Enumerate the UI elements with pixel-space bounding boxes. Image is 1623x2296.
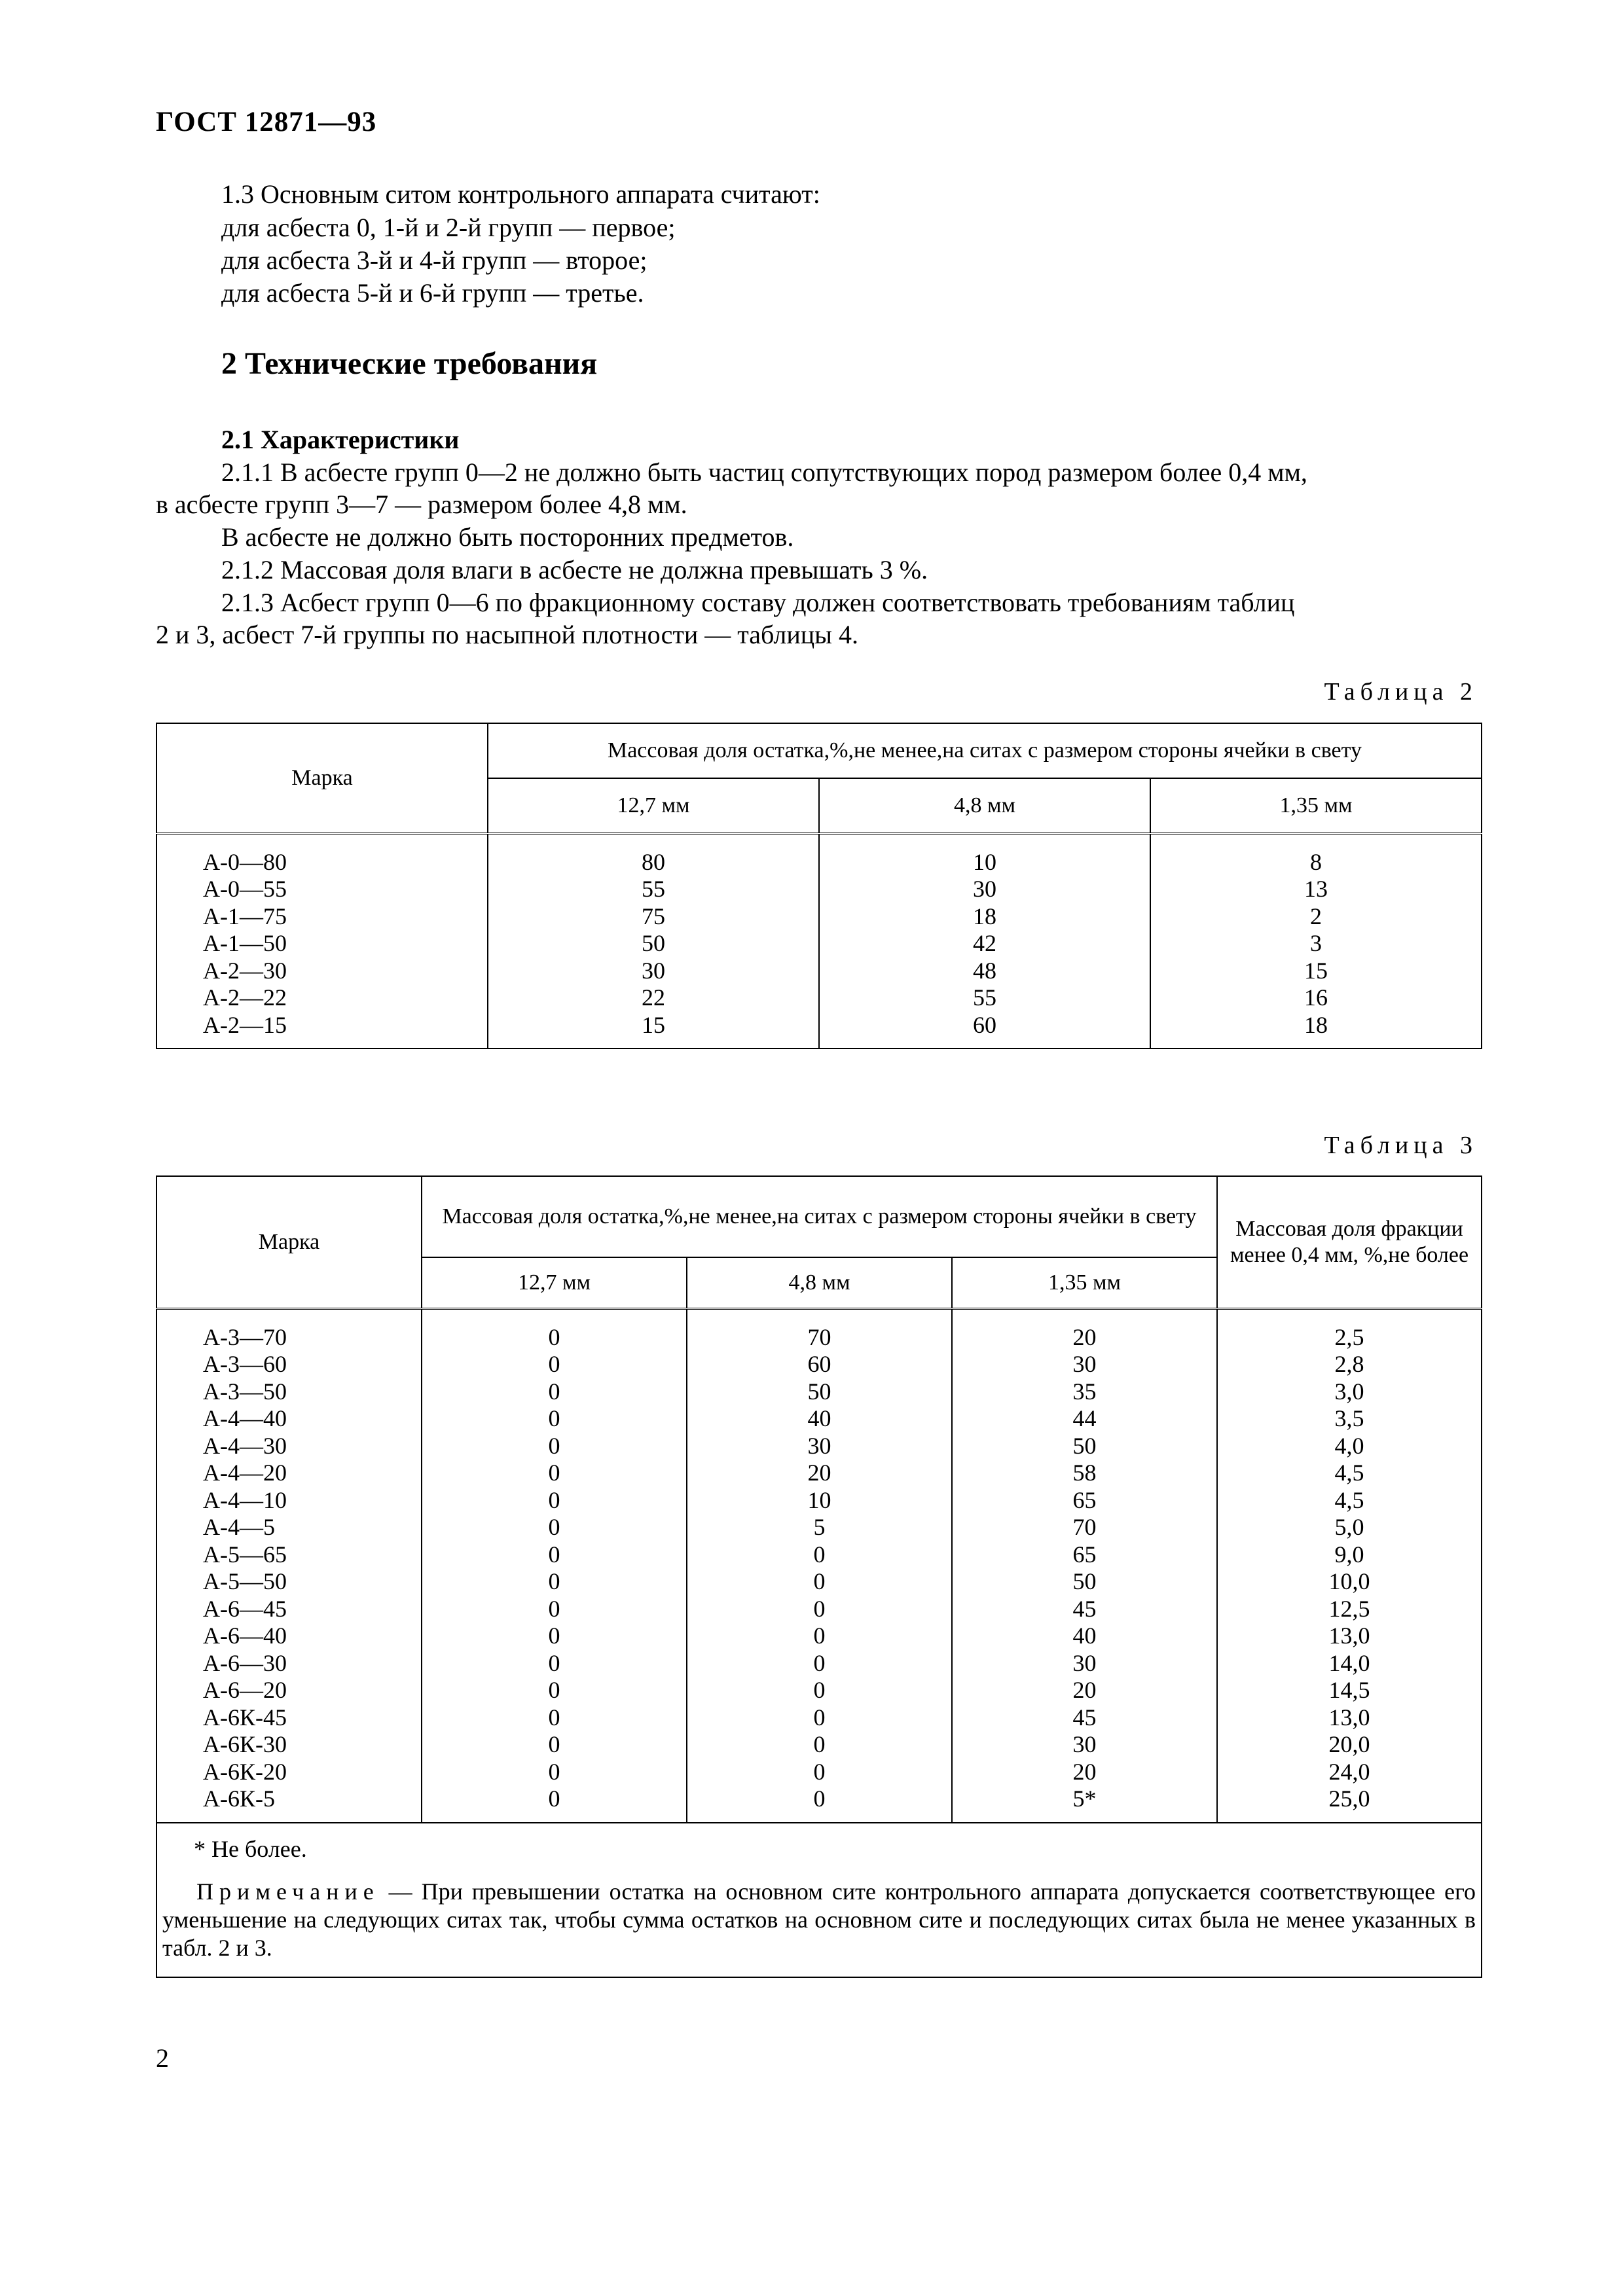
table-3-value: 40	[807, 1405, 831, 1431]
table-3-value: 65	[1072, 1486, 1097, 1513]
page-number: 2	[156, 2043, 169, 2073]
table-3-mark: А-6—20	[203, 1677, 287, 1703]
table-2-col-1-35	[1150, 833, 1482, 1049]
table-2-col-12-7	[488, 833, 819, 1049]
table-3-value: 40	[1072, 1623, 1097, 1649]
table-3-value: 0	[548, 1541, 560, 1568]
table-3-value: 0	[548, 1704, 560, 1731]
table-3-value: 2,8	[1334, 1351, 1364, 1377]
table-3-value: 45	[1072, 1704, 1097, 1731]
table-2-header-mark: Марка	[156, 723, 488, 833]
table-3-value: 0	[813, 1541, 826, 1568]
table-3-value: 0	[548, 1432, 560, 1459]
table-3-mark: А-6К-20	[203, 1758, 287, 1785]
table-3-value: 45	[1072, 1595, 1097, 1622]
table-3-header-size-2: 4,8 мм	[687, 1257, 952, 1308]
table-3-value: 3,5	[1334, 1405, 1364, 1431]
table-3-value: 20	[1072, 1323, 1097, 1350]
table-3-value: 35	[1072, 1378, 1097, 1405]
table-3-value: 25,0	[1328, 1785, 1370, 1812]
table-3-header-fraction: Массовая доля фракции менее 0,4 мм, %,не более	[1217, 1176, 1482, 1308]
table-2-value: 8	[1310, 848, 1322, 875]
table-3-notes	[156, 1823, 1482, 1977]
table-3-value: 0	[548, 1514, 560, 1540]
table-3-value: 0	[548, 1731, 560, 1757]
table-3-footnote: * Не более.	[194, 1835, 307, 1862]
table-3-value: 0	[813, 1785, 826, 1812]
table-3-value: 0	[548, 1378, 560, 1405]
table-2-value: 2	[1310, 903, 1322, 929]
table-3-mark: А-5—65	[203, 1541, 287, 1568]
table-3-col-12-7	[422, 1308, 687, 1823]
note-text: — При превышении остатка на основном сите контрольного аппарата допускается соответствующее его уменьшение на следующих ситах так, чтобы сумма остатков на основном сите и последующих ситах была не менее указанных в табл. 2 и 3.	[162, 1878, 1476, 1961]
table-3-col-1-35	[952, 1308, 1217, 1823]
table-2-mark-column	[156, 833, 488, 1049]
table-2-mark: А-0—55	[203, 876, 287, 902]
table-2-value: 50	[642, 930, 665, 956]
table-3-value: 4,0	[1334, 1432, 1364, 1459]
table-2-value: 15	[1304, 957, 1328, 984]
table-3-mark: А-4—30	[203, 1432, 287, 1459]
table-3-value: 24,0	[1328, 1758, 1370, 1785]
document-header: ГОСТ 12871—93	[156, 107, 377, 137]
table-3-mark: А-4—5	[203, 1514, 275, 1540]
table-3-mark: А-3—60	[203, 1351, 287, 1377]
table-2-mark: А-1—50	[203, 930, 287, 956]
table-3-value: 0	[548, 1568, 560, 1594]
table-3-value: 0	[813, 1758, 826, 1785]
table-3-value: 20	[1072, 1677, 1097, 1703]
table-3	[156, 1175, 1482, 1978]
table-3-mark-column	[156, 1308, 422, 1823]
table-3-value: 0	[813, 1568, 826, 1594]
table-3-value: 13,0	[1328, 1704, 1370, 1731]
table-3-value: 30	[1072, 1649, 1097, 1676]
table-3-mark: А-6К-30	[203, 1731, 287, 1757]
table-2-value: 48	[973, 957, 996, 984]
table-3-value: 0	[548, 1677, 560, 1703]
table-3-value: 0	[813, 1677, 826, 1703]
table-2-value: 55	[973, 984, 996, 1011]
table-3-value: 60	[807, 1351, 831, 1377]
table-3-value: 0	[813, 1731, 826, 1757]
table-2-value: 55	[642, 876, 665, 902]
table-3-mark: А-6К-45	[203, 1704, 287, 1731]
table-3-value: 14,5	[1328, 1677, 1370, 1703]
table-3-value: 14,0	[1328, 1649, 1370, 1676]
table-3-value: 58	[1072, 1460, 1097, 1486]
table-2-header-size-1: 12,7 мм	[488, 778, 819, 833]
table-3-label: Таблица 3	[1324, 1132, 1478, 1159]
table-3-value: 4,5	[1334, 1486, 1364, 1513]
table-3-value: 10	[807, 1486, 831, 1513]
table-2-mark: А-1—75	[203, 903, 287, 929]
intro-line-1: 1.3 Основным ситом контрольного аппарата считают:	[221, 179, 820, 209]
table-2-value: 80	[642, 848, 665, 875]
table-2-mark: А-0—80	[203, 848, 287, 875]
table-2-header-size-2: 4,8 мм	[819, 778, 1150, 833]
table-3-value: 0	[548, 1460, 560, 1486]
table-2-value: 13	[1304, 876, 1328, 902]
table-3-mark: А-6К-5	[203, 1785, 275, 1812]
table-3-value: 5,0	[1334, 1514, 1364, 1540]
table-3-value: 30	[807, 1432, 831, 1459]
table-3-value: 20,0	[1328, 1731, 1370, 1757]
table-3-col-fraction	[1217, 1308, 1482, 1823]
table-2-value: 22	[642, 984, 665, 1011]
table-3-value: 70	[807, 1323, 831, 1350]
table-3-value: 44	[1072, 1405, 1097, 1431]
table-3-value: 70	[1072, 1514, 1097, 1540]
table-3-note	[162, 1878, 1476, 1962]
table-3-value: 13,0	[1328, 1623, 1370, 1649]
table-2-value: 75	[642, 903, 665, 929]
table-2-value: 30	[973, 876, 996, 902]
table-3-value: 20	[807, 1460, 831, 1486]
table-3-value: 30	[1072, 1731, 1097, 1757]
table-2-value: 16	[1304, 984, 1328, 1011]
table-2-value: 18	[1304, 1011, 1328, 1038]
table-2-mark: А-2—15	[203, 1011, 287, 1038]
intro-line-4: для асбеста 5-й и 6-й групп — третье.	[221, 278, 644, 308]
table-2-label: Таблица 2	[1324, 678, 1478, 706]
table-3-value: 65	[1072, 1541, 1097, 1568]
table-2-mark: А-2—30	[203, 957, 287, 984]
table-3-mark: А-4—40	[203, 1405, 287, 1431]
table-3-mark: А-4—20	[203, 1460, 287, 1486]
table-3-value: 20	[1072, 1758, 1097, 1785]
table-2	[156, 723, 1482, 1049]
table-3-header-mark: Марка	[156, 1176, 422, 1308]
table-3-value: 0	[813, 1704, 826, 1731]
paragraph-2-1-2: 2.1.2 Массовая доля влаги в асбесте не должна превышать 3 %.	[221, 555, 928, 584]
table-2-value: 18	[973, 903, 996, 929]
table-3-value: 0	[548, 1785, 560, 1812]
table-3-col-4-8	[687, 1308, 952, 1823]
table-3-mark: А-4—10	[203, 1486, 287, 1513]
table-3-value: 0	[548, 1595, 560, 1622]
table-2-value: 30	[642, 957, 665, 984]
table-3-value: 0	[548, 1351, 560, 1377]
table-3-value: 50	[807, 1378, 831, 1405]
table-3-value: 50	[1072, 1568, 1097, 1594]
table-3-value: 0	[548, 1649, 560, 1676]
table-3-value: 5*	[1072, 1785, 1097, 1812]
table-2-header-size-3: 1,35 мм	[1150, 778, 1482, 833]
table-3-header-size-1: 12,7 мм	[422, 1257, 687, 1308]
paragraph-2-1-3-line-2: 2 и 3, асбест 7-й группы по насыпной плотности — таблицы 4.	[156, 620, 859, 649]
table-2-mark: А-2—22	[203, 984, 287, 1011]
table-2-col-4-8	[819, 833, 1150, 1049]
table-3-value: 3,0	[1334, 1378, 1364, 1405]
table-2-header-group: Массовая доля остатка,%,не менее,на ситах с размером стороны ячейки в свету	[488, 723, 1482, 778]
table-3-value: 10,0	[1328, 1568, 1370, 1594]
table-3-value: 0	[548, 1623, 560, 1649]
table-3-mark: А-6—40	[203, 1623, 287, 1649]
table-3-value: 0	[813, 1623, 826, 1649]
table-3-mark: А-3—70	[203, 1323, 287, 1350]
intro-line-3: для асбеста 3-й и 4-й групп — второе;	[221, 245, 647, 275]
table-3-mark: А-6—30	[203, 1649, 287, 1676]
table-3-mark: А-6—45	[203, 1595, 287, 1622]
table-3-value: 9,0	[1334, 1541, 1364, 1568]
table-3-header-group: Массовая доля остатка,%,не менее,на ситах с размером стороны ячейки в свету	[422, 1176, 1217, 1257]
table-3-value: 5	[813, 1514, 826, 1540]
table-2-value: 42	[973, 930, 996, 956]
table-3-value: 50	[1072, 1432, 1097, 1459]
table-3-mark: А-5—50	[203, 1568, 287, 1594]
section-title: 2 Технические требования	[221, 346, 598, 381]
table-3-value: 0	[813, 1595, 826, 1622]
table-3-mark: А-3—50	[203, 1378, 287, 1405]
table-3-value: 4,5	[1334, 1460, 1364, 1486]
table-3-value: 0	[548, 1323, 560, 1350]
table-3-value: 12,5	[1328, 1595, 1370, 1622]
paragraph-2-1-3-line-1: 2.1.3 Асбест групп 0—6 по фракционному составу должен соответствовать требованиям таблиц	[221, 588, 1295, 617]
table-3-value: 0	[813, 1649, 826, 1676]
table-2-value: 10	[973, 848, 996, 875]
table-3-value: 0	[548, 1758, 560, 1785]
paragraph-2-1-1-line-1: 2.1.1 В асбесте групп 0—2 не должно быть частиц сопутствующих пород размером более 0,4 мм,	[221, 457, 1307, 487]
paragraph-2-1-1-line-2: в асбесте групп 3—7 — размером более 4,8 мм.	[156, 490, 687, 519]
table-3-value: 0	[548, 1405, 560, 1431]
table-2-value: 60	[973, 1011, 996, 1038]
table-3-value: 0	[548, 1486, 560, 1513]
note-label: Примечание	[196, 1878, 380, 1905]
table-3-value: 2,5	[1334, 1323, 1364, 1350]
intro-line-2: для асбеста 0, 1-й и 2-й групп — первое;	[221, 213, 676, 242]
table-2-value: 3	[1310, 930, 1322, 956]
paragraph-foreign-objects: В асбесте не должно быть посторонних предметов.	[221, 522, 794, 552]
table-2-value: 15	[642, 1011, 665, 1038]
table-3-header-size-3: 1,35 мм	[952, 1257, 1217, 1308]
subsection-heading: 2.1 Характеристики	[221, 425, 460, 454]
table-3-value: 30	[1072, 1351, 1097, 1377]
